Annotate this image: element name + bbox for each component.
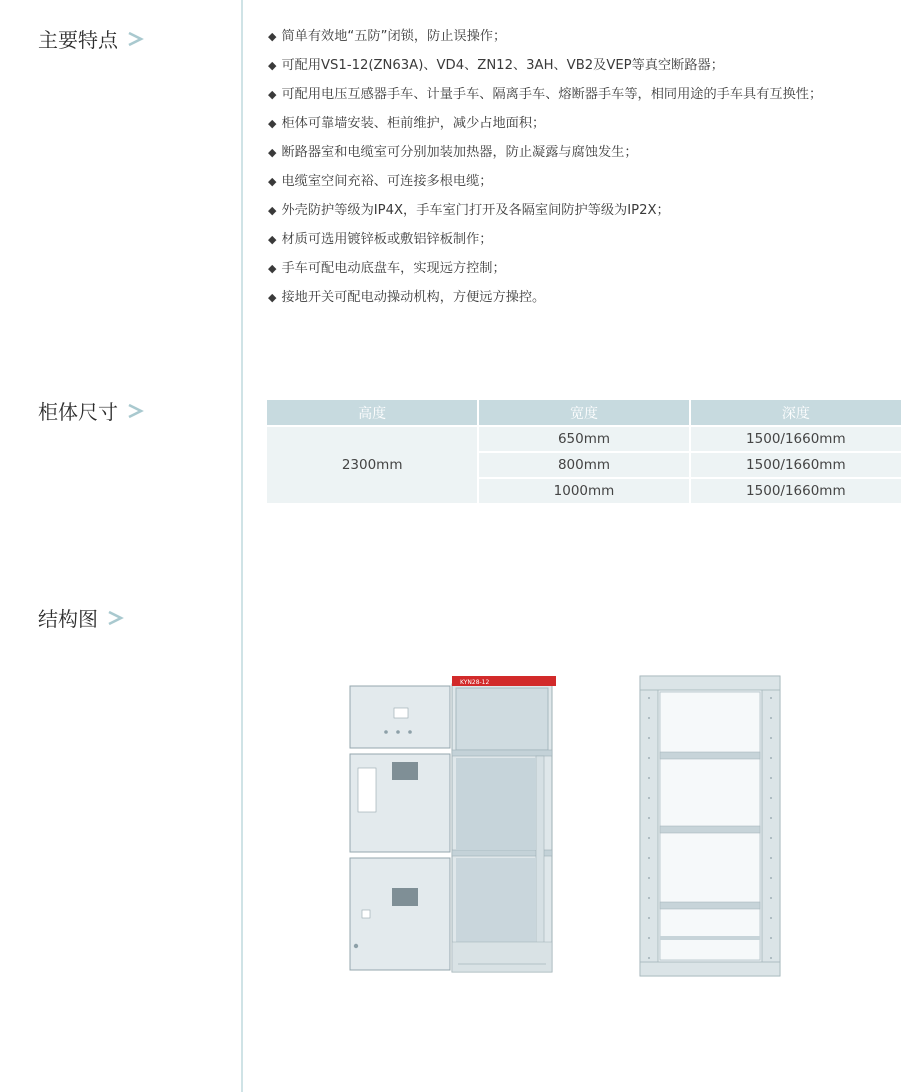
feature-item: ◆ 简单有效地“五防”闭锁，防止误操作； [268, 22, 822, 51]
feature-item: ◆ 外壳防护等级为IP4X，手车室门打开及各隔室间防护等级为IP2X； [268, 196, 822, 225]
bullet-icon: ◆ [268, 291, 277, 304]
feature-item: ◆ 柜体可靠墙安装、柜前维护，减少占地面积； [268, 109, 822, 138]
dimensions-table [267, 400, 901, 503]
depth-cell: 1500/1660mm [690, 478, 901, 503]
width-cell: 1000mm [478, 478, 689, 503]
bullet-icon: ◆ [268, 262, 277, 275]
feature-item: ◆ 材质可选用镀锌板或敷铝锌板制作； [268, 225, 822, 254]
header-depth: 深度 [690, 400, 901, 426]
table-row [267, 426, 901, 452]
dimensions-title-text: 柜体尺寸 [38, 400, 118, 424]
header-width: 宽度 [478, 400, 689, 426]
bullet-icon: ◆ [268, 30, 277, 43]
chevron-right-icon [126, 30, 144, 48]
bullet-icon: ◆ [268, 117, 277, 130]
depth-cell: 1500/1660mm [690, 426, 901, 452]
features-section-title [38, 24, 144, 53]
feature-item: ◆ 电缆室空间充裕、可连接多根电缆； [268, 167, 822, 196]
structure-title-text: 结构图 [38, 607, 98, 631]
bullet-icon: ◆ [268, 233, 277, 246]
bullet-icon: ◆ [268, 146, 277, 159]
feature-item: ◆ 断路器室和电缆室可分别加装加热器，防止凝露与腐蚀发生； [268, 138, 822, 167]
bullet-icon: ◆ [268, 204, 277, 217]
width-cell: 800mm [478, 452, 689, 478]
header-height: 高度 [267, 400, 478, 426]
vertical-divider [241, 0, 243, 1092]
bullet-icon: ◆ [268, 88, 277, 101]
table-header-row [267, 400, 901, 426]
structure-section-title [38, 603, 124, 632]
features-title-text: 主要特点 [38, 28, 118, 52]
feature-item: ◆ 手车可配电动底盘车，实现远方控制； [268, 254, 822, 283]
chevron-right-icon [126, 402, 144, 420]
switchgear-cabinet-image [348, 674, 558, 978]
height-cell: 2300mm [267, 426, 478, 503]
feature-item: ◆ 可配用电压互感器手车、计量手车、隔离手车、熔断器手车等，相同用途的手车具有互换性； [268, 80, 822, 109]
feature-list [268, 22, 822, 312]
cabinet-frame-image [638, 674, 782, 978]
feature-item: ◆ 可配用VS1-12(ZN63A)、VD4、ZN12、3AH、VB2及VEP等真空断路器； [268, 51, 822, 80]
width-cell: 650mm [478, 426, 689, 452]
nameplate-text: KYN28-12 [460, 679, 490, 686]
chevron-right-icon [106, 609, 124, 627]
bullet-icon: ◆ [268, 175, 277, 188]
dimensions-section-title [38, 396, 144, 425]
depth-cell: 1500/1660mm [690, 452, 901, 478]
bullet-icon: ◆ [268, 59, 277, 72]
feature-item: ◆ 接地开关可配电动操动机构，方便远方操控。 [268, 283, 822, 312]
